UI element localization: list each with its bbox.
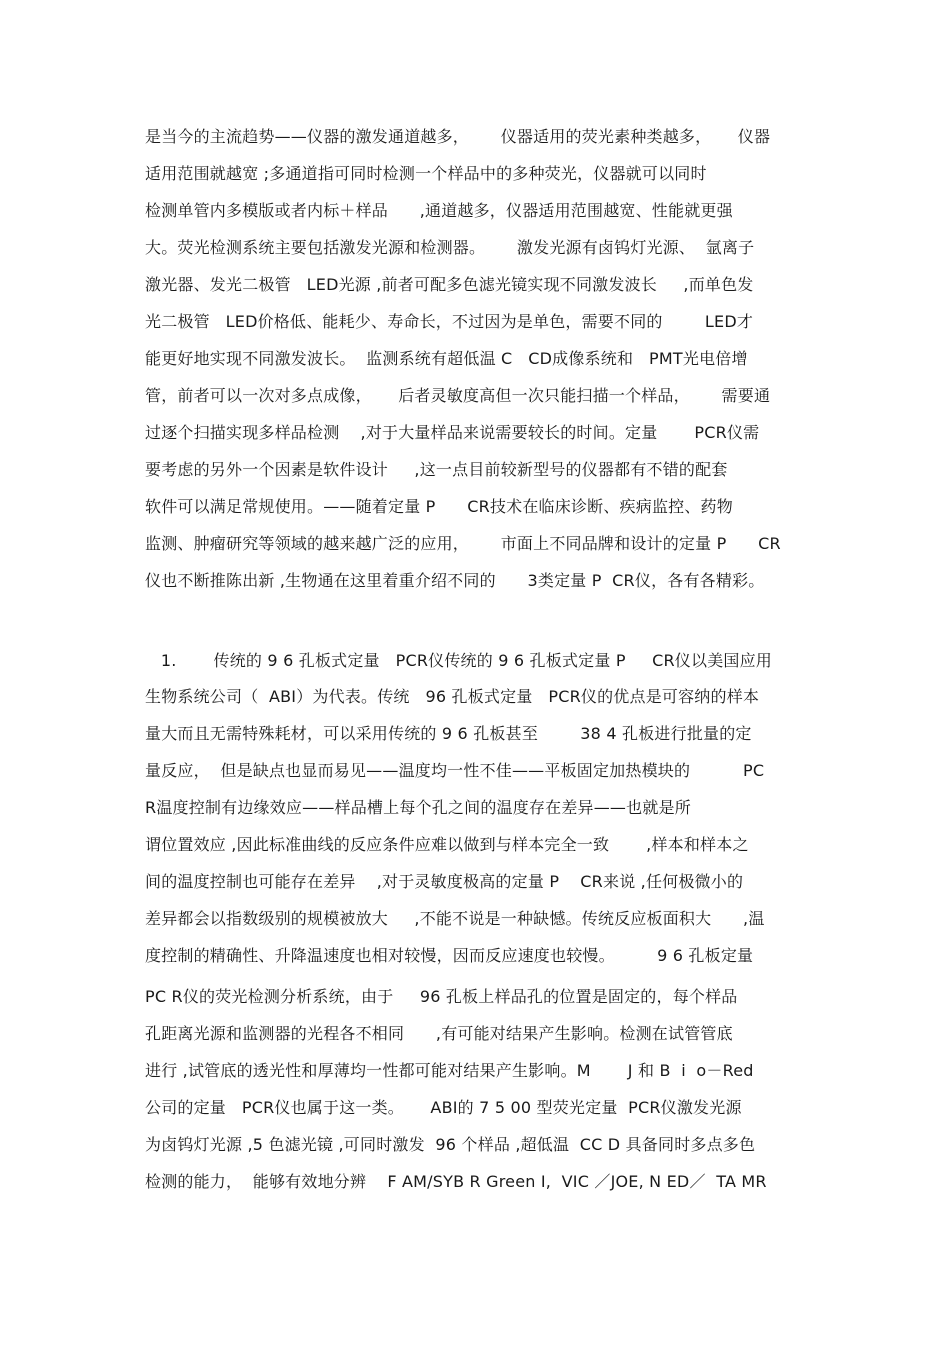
text-line: 量反应， 但是缺点也显而易见——温度均一性不佳——平板固定加热模块的 PC (145, 761, 765, 780)
text-line: 间的温度控制也可能存在差异 ,对于灵敏度极高的定量 P CR来说 ,任何极微小的 (145, 872, 744, 891)
text-line: 激光器、发光二极管 LED光源 ,前者可配多色滤光镜实现不同激发波长 ,而单色发 (145, 275, 754, 294)
text-line: 监测、肿瘤研究等领域的越来越广泛的应用， 市面上不同品牌和设计的定量 P CR (145, 534, 781, 553)
text-line: 管，前者可以一次对多点成像， 后者灵敏度高但一次只能扫描一个样品， 需要通 (145, 386, 771, 405)
text-line: 光二极管 LED价格低、能耗少、寿命长，不过因为是单色，需要不同的 LED才 (145, 312, 754, 331)
text-line: 仪也不断推陈出新 ,生物通在这里着重介绍不同的 3类定量 P CR仪，各有各精彩。 (145, 571, 765, 590)
text-line: 公司的定量 PCR仪也属于这一类。 ABI的 7 5 00 型荧光定量 PCR仪激发光源 (145, 1098, 742, 1117)
text-line: 检测的能力， 能够有效地分辨 F AM/SYB R Green I, VIC ／JOE, N ED／ TA MR (145, 1172, 767, 1191)
text-line: R温度控制有边缘效应——样品槽上每个孔之间的温度存在差异——也就是所 (145, 798, 691, 817)
text-line: 检测单管内多模版或者内标＋样品 ,通道越多，仪器适用范围越宽、性能就更强 (145, 201, 733, 220)
text-line: 谓位置效应 ,因此标准曲线的反应条件应难以做到与样本完全一致 ,样本和样本之 (145, 835, 749, 854)
text-line: 量大而且无需特殊耗材，可以采用传统的 9 6 孔板甚至 38 4 孔板进行批量的定 (145, 724, 752, 743)
text-line: 能更好地实现不同激发波长。 监测系统有超低温 C CD成像系统和 PMT光电倍增 (145, 349, 748, 368)
text-line: 1. 传统的 9 6 孔板式定量 PCR仪传统的 9 6 孔板式定量 P CR仪以美国应用 (145, 651, 773, 670)
text-line: 是当今的主流趋势——仪器的激发通道越多， 仪器适用的荧光素种类越多， 仪器 (145, 127, 771, 146)
text-line: 为卤钨灯光源 ,5 色滤光镜 ,可同时激发 96 个样品 ,超低温 CC D 具备同时多点多色 (145, 1135, 756, 1154)
text-line: 生物系统公司（ ABI）为代表。传统 96 孔板式定量 PCR仪的优点是可容纳的样本 (145, 687, 760, 706)
text-line: 度控制的精确性、升降温速度也相对较慢，因而反应速度也较慢。 9 6 孔板定量 (145, 946, 754, 965)
text-line: 孔距离光源和监测器的光程各不相同 ,有可能对结果产生影响。检测在试管管底 (145, 1024, 733, 1043)
text-line: 要考虑的另外一个因素是软件设计 ,这一点目前较新型号的仪器都有不错的配套 (145, 460, 728, 479)
text-line: 过逐个扫描实现多样品检测 ,对于大量样品来说需要较长的时间。定量 PCR仪需 (145, 423, 760, 442)
text-line: 软件可以满足常规使用。——随着定量 P CR技术在临床诊断、疾病监控、药物 (145, 497, 733, 516)
text-line: PC R仪的荧光检测分析系统，由于 96 孔板上样品孔的位置是固定的，每个样品 (145, 987, 738, 1006)
text-line: 差异都会以指数级别的规模被放大 ,不能不说是一种缺憾。传统反应板面积大 ,温 (145, 909, 765, 928)
text-line: 进行 ,试管底的透光性和厚薄均一性都可能对结果产生影响。M J 和 B i o－Red (145, 1061, 754, 1080)
text-line: 大。荧光检测系统主要包括激发光源和检测器。 激发光源有卤钨灯光源、 氩离子 (145, 238, 755, 257)
text-line: 适用范围就越宽 ;多通道指可同时检测一个样品中的多种荧光，仪器就可以同时 (145, 164, 707, 183)
